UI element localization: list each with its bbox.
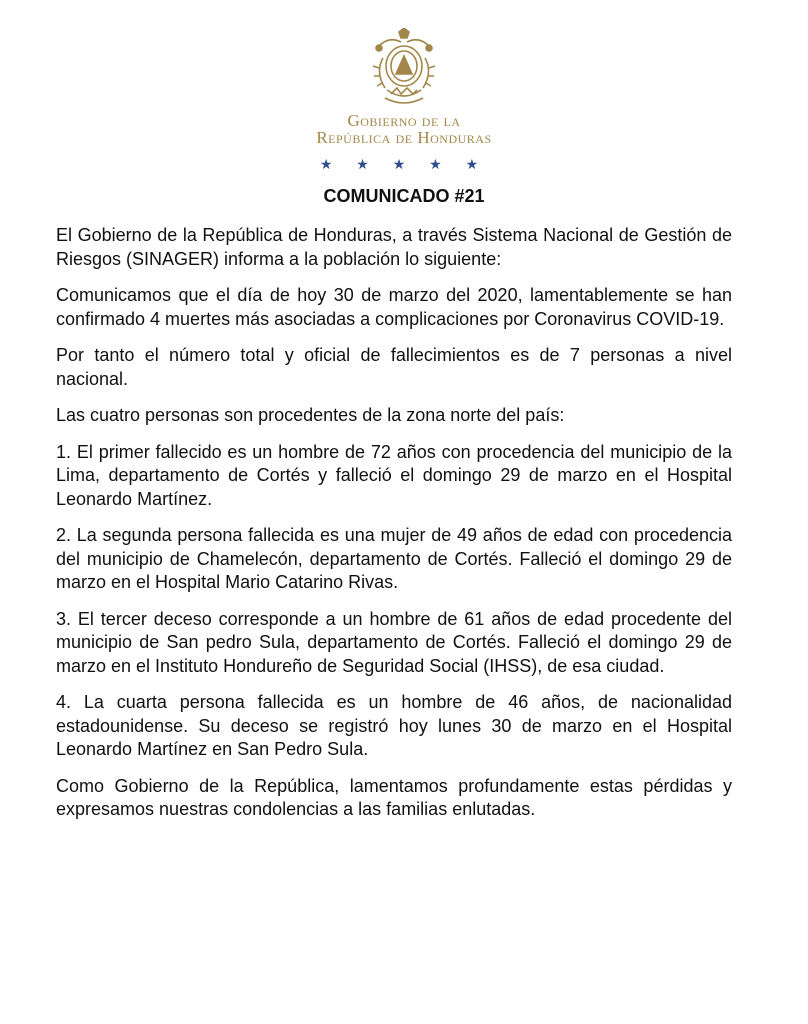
paragraph-intro: El Gobierno de la República de Honduras, a través Sistema Nacional de Gestión de Riesgos (SINAGER) informa a la población lo siguiente: (56, 225, 732, 269)
government-name-line2: República de Honduras (316, 128, 492, 147)
paragraph-origin: Las cuatro personas son procedentes de la zona norte del país: (56, 405, 565, 425)
page-title: COMUNICADO #21 (323, 186, 485, 206)
paragraph-announcement: Comunicamos que el día de hoy 30 de marzo del 2020, lamentablemente se han confirmado 4 muertes más asociadas a complicaciones por Coronavirus COVID-19. (56, 285, 732, 329)
government-name-line1: Gobierno de la (347, 111, 461, 130)
paragraph-case-2: 2. La segunda persona fallecida es una mujer de 49 años de edad con procedencia del municipio de Chamelecón, departamento de Cortés. Falleció el domingo 29 de marzo en el Hospital Mario Catarino Rivas. (56, 525, 732, 592)
five-stars-icon: ★ ★ ★ ★ ★ (319, 156, 489, 172)
communique-body (56, 224, 732, 835)
paragraph-case-3: 3. El tercer deceso corresponde a un hombre de 61 años de edad procedente del municipio de San pedro Sula, departamento de Cortés. Falleció el domingo 29 de marzo en el Instituto Hondureño de Seguridad Social (IHSS), de esa ciudad. (56, 608, 732, 676)
letterhead (0, 28, 808, 174)
paragraph-condolences: Como Gobierno de la República, lamentamos profundamente estas pérdidas y expresamos nuestras condolencias a las familias enlutadas. (56, 775, 732, 819)
paragraph-case-4: 4. La cuarta persona fallecida es un hombre de 46 años, de nacionalidad estadounidense. Su deceso se registró hoy lunes 30 de marzo en el Hospital Leonardo Martínez en San Pedro Sula. (56, 692, 732, 759)
honduras-coat-of-arms-icon (359, 28, 449, 108)
paragraph-case-1: 1. El primer fallecido es un hombre de 72 años con procedencia del municipio de la Lima, departamento de Cortés y falleció el domingo 29 de marzo en el Hospital Leonardo Martínez. (56, 441, 732, 509)
paragraph-total: Por tanto el número total y oficial de fallecimientos es de 7 personas a nivel nacional. (56, 345, 732, 389)
